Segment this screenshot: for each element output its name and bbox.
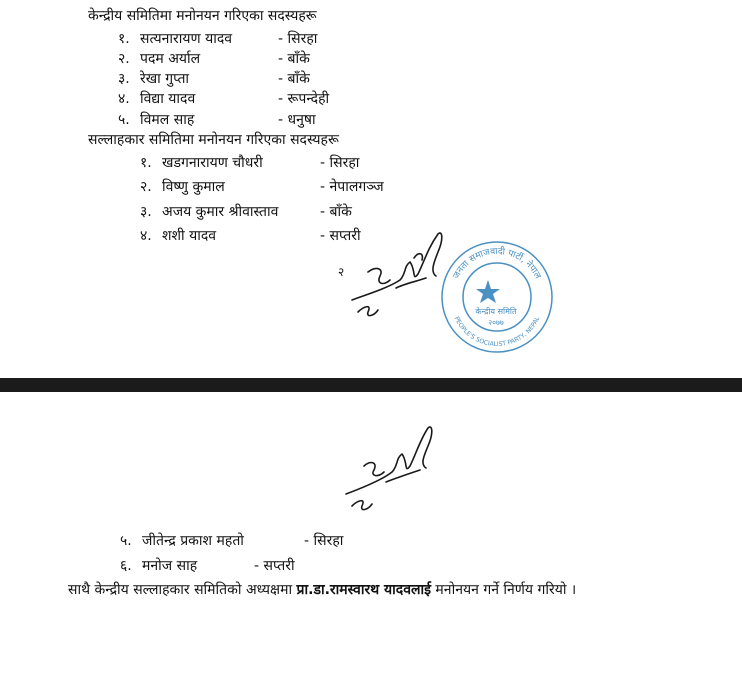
member-district: - सिरहा <box>304 533 344 549</box>
stamp-bottom-text: PEOPLE'S SOCIALIST PARTY, NEPAL <box>452 315 542 349</box>
closing-decision-paragraph <box>68 578 628 602</box>
member-number: ५. <box>120 533 132 549</box>
closing-text-part1: साथै केन्द्रीय सल्लाहकार समितिको अध्यक्षमा <box>68 582 297 598</box>
central-committee-heading: केन्द्रीय समितिमा मनोनयन गरिएका सदस्यहरू <box>88 8 317 24</box>
member-district: - सप्तरी <box>254 558 295 574</box>
member-name: विद्या यादव <box>140 91 196 107</box>
closing-text-part2: मनोनयन गर्ने निर्णय गरियो । <box>430 582 577 598</box>
signature-icon <box>334 422 444 514</box>
member-district: - बाँके <box>278 71 310 87</box>
member-name: विमल साह <box>140 112 195 128</box>
page-divider <box>0 378 742 392</box>
member-number: ५. <box>118 112 130 128</box>
member-name: विष्णु कुमाल <box>162 179 225 195</box>
member-district: - रूपन्देही <box>278 91 330 107</box>
member-number: ३. <box>140 204 152 220</box>
member-name: रेखा गुप्ता <box>140 71 190 87</box>
stamp-star-icon <box>476 280 500 303</box>
member-name: जीतेन्द्र प्रकाश महतो <box>142 533 244 549</box>
member-district: - सप्तरी <box>320 228 361 244</box>
member-number: १. <box>140 155 152 171</box>
member-number: ४. <box>118 91 130 107</box>
member-number: ४. <box>140 228 152 244</box>
member-name: पदम अर्याल <box>140 51 201 67</box>
member-district: - बाँके <box>320 204 352 220</box>
member-district: - सिरहा <box>320 155 360 171</box>
member-name: अजय कुमार श्रीवास्ताव <box>162 204 279 220</box>
stamp-center-text: केन्द्रीय समिति <box>475 307 517 316</box>
document-page-2 <box>0 392 742 694</box>
advisory-committee-heading: सल्लाहकार समितिमा मनोनयन गरिएका सदस्यहरू <box>88 132 339 148</box>
page-number: २ <box>338 265 345 279</box>
member-district: - धनुषा <box>278 112 316 128</box>
member-name: खडगनारायण चौधरी <box>162 155 263 171</box>
member-district: - सिरहा <box>278 31 318 47</box>
stamp-top-text: जनता समाजवादी पार्टी, नेपाल <box>451 246 543 281</box>
party-stamp-icon <box>438 238 556 356</box>
member-number: ३. <box>118 71 130 87</box>
member-number: १. <box>118 31 130 47</box>
member-number: २. <box>118 51 130 67</box>
member-district: - बाँके <box>278 51 310 67</box>
member-number: २. <box>140 179 152 195</box>
chairperson-name: प्रा.डा.रामस्वारथ यादवलाई <box>296 582 431 598</box>
stamp-year: २०७७ <box>488 318 504 327</box>
member-number: ६. <box>120 558 132 574</box>
member-name: मनोज साह <box>142 558 198 574</box>
member-name: शशी यादव <box>162 228 217 244</box>
member-name: सत्यनारायण यादव <box>140 31 233 47</box>
member-district: - नेपालगञ्ज <box>320 179 384 195</box>
